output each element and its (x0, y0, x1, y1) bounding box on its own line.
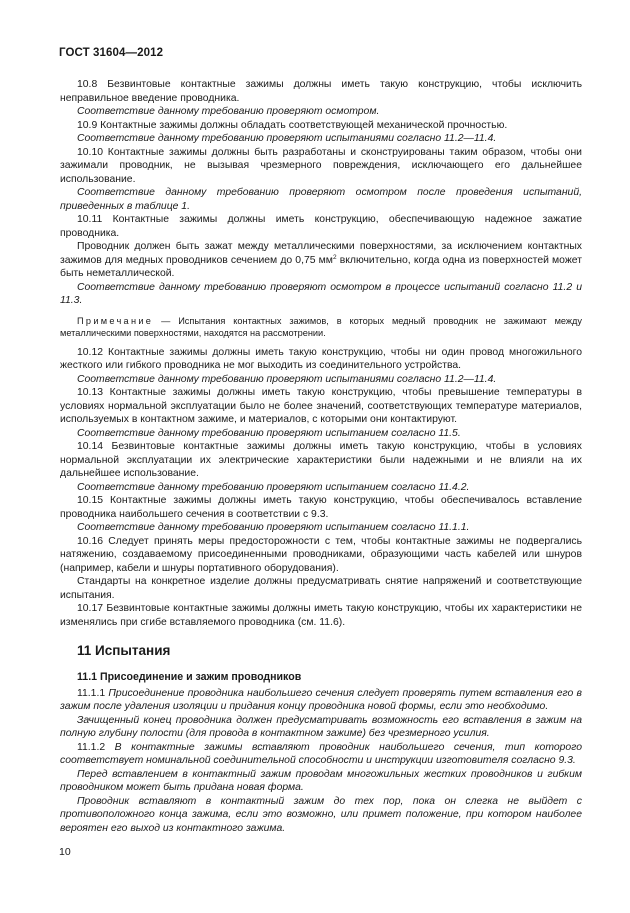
clause-10-11-text-b: включительно, когда одна из поверхностей может быть неметаллической. (60, 254, 582, 279)
clause-11-1-2-number: 11.1.2 (77, 741, 115, 753)
clause-10-10-check: Соответствие данному требованию проверяют осмотром после проведения испытаний, приведенных в таблице 1. (60, 187, 582, 212)
clause-10-15: 10.15 Контактные зажимы должны иметь такую конструкцию, чтобы обеспечивалось вставление проводника наибольшего сечения в соответствии с 9.3. (60, 495, 582, 520)
clause-10-9: 10.9 Контактные зажимы должны обладать соответствующей механической прочностью. (77, 119, 508, 131)
clause-10-9-check: Соответствие данному требованию проверяют испытаниями согласно 11.2—11.4. (77, 133, 497, 144)
squared-superscript: 2 (332, 253, 337, 261)
clause-10-16: 10.16 Следует принять меры предосторожности с тем, чтобы контактные зажимы не подвергались натяжению, создаваемому присоединенными проводниками, образующими часть кабелей или шнуров (например, кабели и шнуры портативного оборудования). (60, 535, 582, 574)
clause-10-8: 10.8 Безвинтовые контактные зажимы должны иметь такую конструкцию, чтобы исключить неправильное введение проводника. (60, 79, 582, 104)
clause-10-11-check: Соответствие данному требованию проверяют осмотром в процессе испытаний согласно 11.2 и 11.3. (60, 281, 582, 306)
clause-11-1-2-insertion: Проводник вставляют в контактный зажим до тех пор, пока он слегка не выйдет с противоположного конца зажима, если это возможно, или примет положение, при котором наиболее вероятен его выход из контактного зажима. (60, 795, 582, 834)
clause-11-1-1-text: Присоединение проводника наибольшего сечения следует проверять путем вставления его в зажим после удаления изоляции и придания концу проводника новой формы, если это необходимо. (60, 687, 582, 713)
section-11-heading: 11 Испытания (77, 643, 171, 659)
clause-10-15-check: Соответствие данному требованию проверяют испытанием согласно 11.1.1. (77, 522, 470, 534)
clause-10-14-check: Соответствие данному требованию проверяют испытанием согласно 11.4.2. (77, 481, 470, 493)
clause-10-13-check: Соответствие данному требованию проверяют испытанием согласно 11.5. (77, 427, 461, 439)
clause-10-8-check: Соответствие данному требованию проверяют осмотром. (77, 106, 380, 117)
clause-11-1-1-stripped-end: Зачищенный конец проводника должен предусматривать возможность его вставления в зажим на полную глубину полости (для провода в контактном зажиме) без чрезмерного усилия. (60, 714, 582, 740)
clause-11-1-2-reshaping: Перед вставлением в контактный зажим проводам многожильных жестких проводников и гибким проводником может быть придана новая форма. (60, 768, 582, 794)
note-label: Примечание (77, 315, 154, 326)
clause-11-1-2 (60, 741, 582, 768)
clause-10-11-text-a: Проводник должен быть зажат между металлическими поверхностями, за исключением контактных зажимов для медных проводников сечением до 0,75 мм (60, 241, 582, 266)
page-number: 10 (59, 846, 71, 858)
document-header: ГОСТ 31604—2012 (59, 47, 164, 59)
clause-10-11-conductor (60, 240, 582, 281)
clause-10-16-standards: Стандарты на конкретное изделие должны предусматривать снятие напряжений и соответствующие испытания. (60, 576, 582, 601)
clause-11-1-1 (60, 687, 582, 714)
clause-10-13: 10.13 Контактные зажимы должны иметь такую конструкцию, чтобы превышение температуры в условиях нормальной эксплуатации было не более значений, соответствующих температуре материалов, используемых в контактном зажиме, и материалов, с которыми они контактируют. (60, 387, 582, 426)
subsection-11-1-heading: 11.1 Присоединение и зажим проводников (77, 671, 302, 684)
document-body (60, 78, 582, 835)
clause-10-14: 10.14 Безвинтовые контактные зажимы должны иметь такую конструкцию, чтобы в условиях нормальной эксплуатации их электрические характеристики были надежными и не влияли на их дальнейшее использование. (60, 441, 582, 480)
clause-10-17: 10.17 Безвинтовые контактные зажимы должны иметь такую конструкцию, чтобы их характеристики не изменялись при сгибе вставляемого проводника (см. 11.6). (60, 603, 582, 628)
note-text: — Испытания контактных зажимов, в которых медный проводник не зажимают между металлическими поверхностями, находятся на рассмотрении. (60, 315, 582, 338)
clause-11-1-2-text: В контактные зажимы вставляют проводник наибольшего сечения, тип которого соответствует номинальной соединительной способности и инструкции изготовителя согласно 9.3. (60, 741, 582, 767)
clause-10-12-check: Соответствие данному требованию проверяют испытаниями согласно 11.2—11.4. (77, 373, 497, 385)
clause-10-10: 10.10 Контактные зажимы должны быть разработаны и сконструированы таким образом, чтобы они зажимали проводник, не вызывая чрезмерного повреждения, исключающего его дальнейшее использование. (60, 146, 582, 185)
clause-10-12: 10.12 Контактные зажимы должны иметь такую конструкцию, чтобы ни один провод многожильного жесткого или гибкого проводника не мог выходить из соединительного устройства. (60, 346, 582, 372)
clause-11-1-1-number: 11.1.1 (77, 687, 109, 699)
clause-10-11: 10.11 Контактные зажимы должны иметь конструкцию, обеспечивающую надежное зажатие проводника. (60, 214, 582, 239)
note (60, 315, 582, 339)
